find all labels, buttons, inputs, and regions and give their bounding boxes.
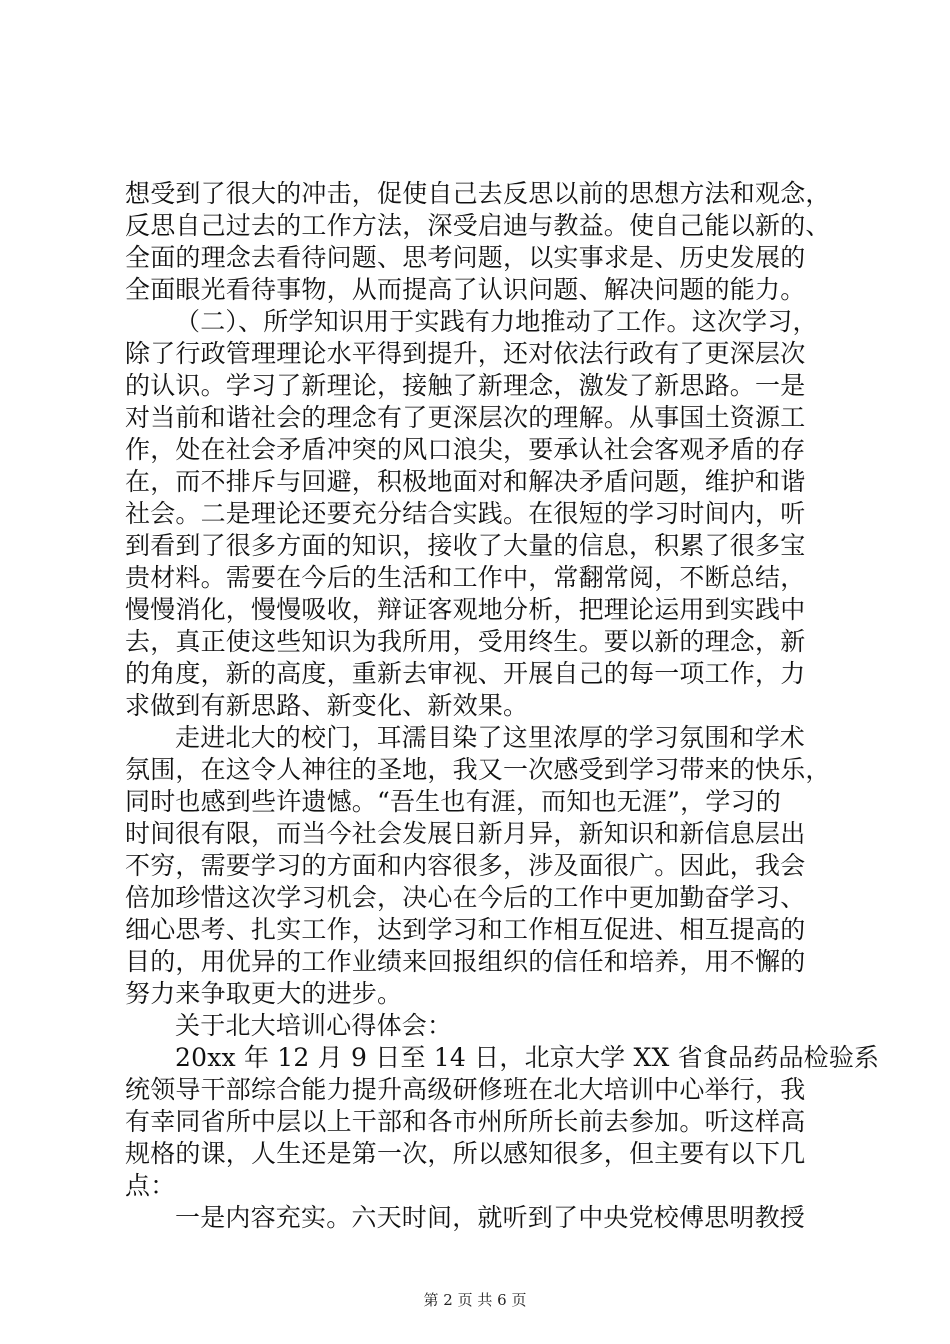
page-footer xyxy=(0,1290,950,1310)
paragraph-start-line: 一是内容充实。六天时间，就听到了中央党校傅思明教授 xyxy=(175,1203,806,1232)
text-line: 去，真正使这些知识为我所用，受用终生。要以新的理念，新 xyxy=(125,627,806,656)
text-line: 作，处在社会矛盾冲突的风口浪尖，要承认社会客观矛盾的存 xyxy=(125,435,806,464)
text-line: 细心思考、扎实工作，达到学习和工作相互促进、相互提高的 xyxy=(125,915,806,944)
paragraph-start-line: （二）、所学知识用于实践有力地推动了工作。这次学习， xyxy=(175,307,818,336)
text-line: 规格的课，人生还是第一次，所以感知很多，但主要有以下几 xyxy=(125,1139,806,1168)
text-line: 全面的理念去看待问题、思考问题，以实事求是、历史发展的 xyxy=(125,243,806,272)
text-line: 时间很有限，而当今社会发展日新月异，新知识和新信息层出 xyxy=(125,819,806,848)
text-line: 全面眼光看待事物，从而提高了认识问题、解决问题的能力。 xyxy=(125,275,806,304)
text-line: 不穷，需要学习的方面和内容很多，涉及面很广。因此，我会 xyxy=(125,851,806,880)
section-heading: 关于北大培训心得体会： xyxy=(175,1011,453,1040)
text-line: 反思自己过去的工作方法，深受启迪与教益。使自己能以新的、 xyxy=(125,211,831,240)
text-line: 倍加珍惜这次学习机会，决心在今后的工作中更加勤奋学习、 xyxy=(125,883,806,912)
text-line: 对当前和谐社会的理念有了更深层次的理解。从事国土资源工 xyxy=(125,403,806,432)
text-line: 贵材料。需要在今后的生活和工作中，常翻常阅，不断总结， xyxy=(125,563,806,592)
text-line: 目的，用优异的工作业绩来回报组织的信任和培养，用不懈的 xyxy=(125,947,806,976)
text-line: 除了行政管理理论水平得到提升，还对依法行政有了更深层次 xyxy=(125,339,806,368)
text-line: 的角度，新的高度，重新去审视、开展自己的每一项工作，力 xyxy=(125,659,806,688)
page-number-label: 第 2 页 共 6 页 xyxy=(423,1291,527,1309)
text-line: 社会。二是理论还要充分结合实践。在很短的学习时间内，听 xyxy=(125,499,806,528)
text-line: 想受到了很大的冲击，促使自己去反思以前的思想方法和观念， xyxy=(125,179,831,208)
paragraph-start-line: 走进北大的校门，耳濡目染了这里浓厚的学习氛围和学术 xyxy=(175,723,806,752)
text-line: 同时也感到些许遗憾。“吾生也有涯，而知也无涯”，学习的 xyxy=(125,787,781,816)
text-line: 统领导干部综合能力提升高级研修班在北大培训中心举行，我 xyxy=(125,1075,806,1104)
text-line: 有幸同省所中层以上干部和各市州所所长前去参加。听这样高 xyxy=(125,1107,806,1136)
text-line: 在，而不排斥与回避，积极地面对和解决矛盾问题，维护和谐 xyxy=(125,467,806,496)
text-line: 的认识。学习了新理论，接触了新理念，激发了新思路。一是 xyxy=(125,371,806,400)
text-line: 点： xyxy=(125,1171,176,1200)
paragraph-start-line: 20xx 年 12 月 9 日至 14 日，北京大学 XX 省食品药品检验系 xyxy=(175,1043,880,1072)
text-line: 求做到有新思路、新变化、新效果。 xyxy=(125,691,529,720)
text-line: 努力来争取更大的进步。 xyxy=(125,979,403,1008)
text-line: 氛围，在这令人神往的圣地，我又一次感受到学习带来的快乐， xyxy=(125,755,831,784)
text-line: 到看到了很多方面的知识，接收了大量的信息，积累了很多宝 xyxy=(125,531,806,560)
text-line: 慢慢消化，慢慢吸收，辩证客观地分析，把理论运用到实践中 xyxy=(125,595,806,624)
